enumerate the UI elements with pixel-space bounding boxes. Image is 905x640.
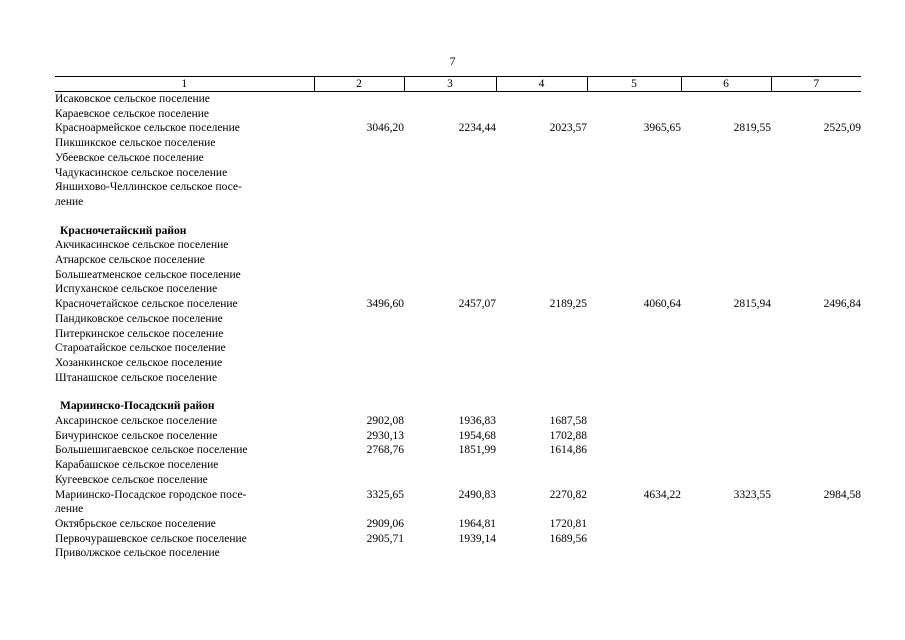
table-row [55,546,861,561]
column-number-header [55,77,861,92]
value-cell-col2: 3046,20 [366,122,404,135]
value-cell-col5 [587,268,681,283]
page-number: 7 [449,54,456,68]
value-cell-col4 [496,458,587,473]
value-cell-col6: 3323,55 [733,488,771,501]
table-row [55,443,861,458]
value-cell-col2 [314,341,404,356]
value-cell-col7 [771,473,861,488]
table-row [55,532,861,547]
tariff-table [55,76,861,561]
value-cell-col5: 3965,65 [643,122,681,135]
value-cell-col5 [587,341,681,356]
value-cell-col3 [404,341,496,356]
value-cell-col2: 2768,76 [366,444,404,457]
table-body [55,92,861,562]
settlement-name-text: Испуханское сельское поселение [55,283,218,296]
value-cell-col6 [681,107,771,122]
value-cell-col6 [681,429,771,444]
value-cell-col4: 2023,57 [549,122,587,135]
table-row [55,151,861,166]
table-row [55,253,861,268]
district-heading: Мариинско-Посадский район [60,400,215,413]
settlement-name [55,282,314,297]
value-cell-col2 [314,253,404,268]
value-cell-col2: 3496,60 [366,298,404,311]
settlement-name-text: Чадукасинское сельское поселение [55,166,228,179]
settlement-name [55,253,314,268]
value-cell-col3 [404,473,496,488]
column-header: 5 [587,77,681,92]
value-cell-col5 [587,327,681,342]
value-cell-col3 [404,268,496,283]
value-cell-col6 [681,180,771,209]
settlement-name-text: Приволжское сельское поселение [55,547,220,560]
spacer-cell [55,210,861,224]
value-cell-col6 [681,327,771,342]
value-cell-col5 [587,238,681,253]
settlement-name [55,429,314,444]
value-cell-col5 [587,414,681,429]
value-cell-col6 [681,414,771,429]
settlement-name-text: Яншихово-Челлинское сельское посе- [55,181,242,194]
settlement-name-text: Акчикасинское сельское поселение [55,239,229,252]
settlement-name-text: Исаковское сельское поселение [55,93,210,105]
settlement-name-text: Красноармейское сельское поселение [55,122,240,135]
settlement-name [55,327,314,342]
value-cell-col4: 1720,81 [549,517,587,530]
value-cell-col6 [681,238,771,253]
settlement-name-text: Штанашское сельское поселение [55,371,218,384]
value-cell-col3 [404,282,496,297]
value-cell-col6 [681,282,771,297]
settlement-name [55,268,314,283]
table-row [55,327,861,342]
value-cell-col5 [587,136,681,151]
settlement-name [55,473,314,488]
value-cell-col3 [404,92,496,107]
settlement-name [55,136,314,151]
value-cell-col7 [771,282,861,297]
value-cell-col7: 2496,84 [823,298,861,311]
value-cell-col5 [587,107,681,122]
value-cell-col5 [587,180,681,209]
settlement-name [55,488,314,517]
value-cell-col5 [587,312,681,327]
settlement-name-text: Убеевское сельское поселение [55,151,204,164]
value-cell-col7 [771,443,861,458]
value-cell-col3 [404,356,496,371]
value-cell-col5: 4634,22 [643,488,681,501]
value-cell-col2 [314,458,404,473]
value-cell-col7 [771,371,861,386]
value-cell-col4 [496,253,587,268]
table-row [55,282,861,297]
settlement-name-text: Бичуринское сельское поселение [55,429,218,442]
value-cell-col7 [771,136,861,151]
value-cell-col4: 2189,25 [549,298,587,311]
settlement-name-text: Аксаринское сельское поселение [55,415,218,428]
value-cell-col5 [587,166,681,181]
value-cell-col2 [314,371,404,386]
value-cell-col7 [771,356,861,371]
value-cell-col5 [587,429,681,444]
table-row [55,166,861,181]
settlement-name-text: Пикшикское сельское поселение [55,137,216,150]
table-row [55,297,861,312]
value-cell-col2 [314,356,404,371]
table-row [55,136,861,151]
column-header: 6 [681,77,771,92]
table-row [55,429,861,444]
settlement-name [55,121,314,136]
value-cell-col3: 1964,81 [458,517,496,530]
column-header: 3 [404,77,496,92]
value-cell-col6: 2819,55 [733,122,771,135]
settlement-name [55,371,314,386]
settlement-name [55,458,314,473]
settlement-name-text: Староатайское сельское поселение [55,342,226,355]
settlement-name-continuation: ление [55,503,84,516]
value-cell-col4: 1689,56 [549,532,587,545]
value-cell-col2 [314,180,404,209]
value-cell-col6 [681,151,771,166]
value-cell-col5 [587,371,681,386]
settlement-name-text: Пандиковское сельское поселение [55,312,223,325]
settlement-name-text: Караевское сельское поселение [55,107,210,120]
table-row [55,268,861,283]
value-cell-col2 [314,282,404,297]
value-cell-col2 [314,166,404,181]
settlement-name-text: Первочурашевское сельское поселение [55,532,247,545]
settlement-name [55,546,314,561]
value-cell-col5 [587,151,681,166]
settlement-name-continuation: ление [55,195,84,208]
value-cell-col4 [496,268,587,283]
table-row [55,92,861,107]
settlement-name-text: Большешигаевское сельское поселение [55,444,248,457]
value-cell-col6 [681,546,771,561]
settlement-name [55,356,314,371]
table-row [55,488,861,517]
settlement-name [55,166,314,181]
value-cell-col7 [771,546,861,561]
value-cell-col2: 2905,71 [366,532,404,545]
district-heading: Красночетайский район [60,224,187,237]
column-header: 4 [496,77,587,92]
settlement-name-text: Атнарское сельское поселение [55,254,205,267]
value-cell-col7 [771,268,861,283]
value-cell-col4 [496,136,587,151]
value-cell-col7: 2984,58 [823,488,861,501]
value-cell-col7 [771,327,861,342]
value-cell-col6 [681,473,771,488]
value-cell-col6 [681,92,771,107]
value-cell-col3 [404,312,496,327]
value-cell-col4 [496,166,587,181]
value-cell-col6 [681,312,771,327]
value-cell-col3: 2457,07 [458,298,496,311]
value-cell-col4 [496,327,587,342]
value-cell-col4 [496,92,587,107]
settlement-name [55,517,314,532]
settlement-name [55,312,314,327]
value-cell-col2 [314,136,404,151]
value-cell-col3: 1936,83 [458,415,496,428]
value-cell-col6 [681,517,771,532]
value-cell-col7 [771,238,861,253]
settlement-name [55,180,314,209]
value-cell-col2 [314,327,404,342]
settlement-name-text: Красночетайское сельское поселение [55,298,238,311]
value-cell-col4 [496,151,587,166]
value-cell-col4: 1687,58 [549,415,587,428]
value-cell-col7 [771,532,861,547]
value-cell-col7 [771,166,861,181]
table-row [55,238,861,253]
settlement-name [55,414,314,429]
value-cell-col3: 1954,68 [458,429,496,442]
value-cell-col2 [314,92,404,107]
value-cell-col3 [404,238,496,253]
value-cell-col7 [771,151,861,166]
value-cell-col3: 2234,44 [458,122,496,135]
table-row [55,356,861,371]
settlement-name [55,297,314,312]
value-cell-col4 [496,180,587,209]
value-cell-col7 [771,429,861,444]
spacer-cell [55,385,861,399]
value-cell-col5 [587,546,681,561]
value-cell-col4 [496,356,587,371]
value-cell-col2: 2930,13 [366,429,404,442]
value-cell-col2 [314,546,404,561]
value-cell-col2 [314,268,404,283]
value-cell-col7 [771,312,861,327]
value-cell-col2: 2909,06 [366,517,404,530]
settlement-name [55,92,314,107]
settlement-name [55,107,314,122]
value-cell-col3: 1851,99 [458,444,496,457]
settlement-name [55,151,314,166]
section-spacer [55,210,861,224]
value-cell-col2 [314,473,404,488]
value-cell-col3 [404,253,496,268]
value-cell-col7 [771,517,861,532]
value-cell-col5 [587,443,681,458]
value-cell-col6 [681,136,771,151]
table-row [55,180,861,209]
table-row [55,414,861,429]
table-row [55,121,861,136]
value-cell-col2 [314,151,404,166]
value-cell-col4: 1614,86 [549,444,587,457]
table-row [55,458,861,473]
value-cell-col5 [587,356,681,371]
value-cell-col7 [771,92,861,107]
value-cell-col6 [681,341,771,356]
value-cell-col6 [681,443,771,458]
value-cell-col3: 2490,83 [458,488,496,501]
settlement-name [55,443,314,458]
value-cell-col3 [404,371,496,386]
value-cell-col4 [496,312,587,327]
value-cell-col6 [681,166,771,181]
value-cell-col7 [771,458,861,473]
column-header: 7 [771,77,861,92]
value-cell-col2 [314,312,404,327]
value-cell-col6: 2815,94 [733,298,771,311]
value-cell-col4 [496,238,587,253]
value-cell-col6 [681,532,771,547]
table-row [55,341,861,356]
column-header: 1 [55,77,314,92]
settlement-name-text: Октябрьское сельское поселение [55,517,216,530]
value-cell-col5 [587,473,681,488]
value-cell-col5 [587,92,681,107]
table-row [55,371,861,386]
settlement-name-text: Большеатменское сельское поселение [55,268,241,281]
value-cell-col6 [681,458,771,473]
value-cell-col5: 4060,64 [643,298,681,311]
value-cell-col3 [404,151,496,166]
value-cell-col3 [404,327,496,342]
settlement-name [55,532,314,547]
value-cell-col3 [404,180,496,209]
value-cell-col2: 3325,65 [366,488,404,501]
value-cell-col6 [681,371,771,386]
value-cell-col4 [496,107,587,122]
value-cell-col3 [404,166,496,181]
value-cell-col4 [496,473,587,488]
value-cell-col2 [314,107,404,122]
value-cell-col4 [496,371,587,386]
value-cell-col4: 2270,82 [549,488,587,501]
value-cell-col3 [404,107,496,122]
value-cell-col3: 1939,14 [458,532,496,545]
settlement-name-text: Карабашское сельское поселение [55,459,219,472]
settlement-name [55,238,314,253]
value-cell-col7: 2525,09 [823,122,861,135]
settlement-name-text: Хозанкинское сельское поселение [55,356,223,369]
value-cell-col6 [681,356,771,371]
value-cell-col5 [587,532,681,547]
district-heading-row [55,399,861,414]
value-cell-col5 [587,458,681,473]
value-cell-col7 [771,107,861,122]
column-header: 2 [314,77,404,92]
table-row [55,312,861,327]
value-cell-col7 [771,180,861,209]
value-cell-col6 [681,268,771,283]
value-cell-col4 [496,546,587,561]
value-cell-col5 [587,253,681,268]
value-cell-col7 [771,414,861,429]
table-row [55,107,861,122]
value-cell-col3 [404,136,496,151]
value-cell-col4 [496,341,587,356]
value-cell-col2: 2902,08 [366,415,404,428]
value-cell-col2 [314,238,404,253]
settlement-name-text: Кугеевское сельское поселение [55,473,208,486]
section-spacer [55,385,861,399]
value-cell-col7 [771,253,861,268]
district-heading-row [55,224,861,239]
value-cell-col6 [681,253,771,268]
value-cell-col4 [496,282,587,297]
settlement-name [55,341,314,356]
table-row [55,473,861,488]
settlement-name-text: Мариинско-Посадское городское посе- [55,488,247,501]
value-cell-col7 [771,341,861,356]
value-cell-col4: 1702,88 [549,429,587,442]
table-row [55,517,861,532]
settlement-name-text: Питеркинское сельское поселение [55,327,224,340]
value-cell-col5 [587,282,681,297]
value-cell-col3 [404,546,496,561]
value-cell-col3 [404,458,496,473]
value-cell-col5 [587,517,681,532]
